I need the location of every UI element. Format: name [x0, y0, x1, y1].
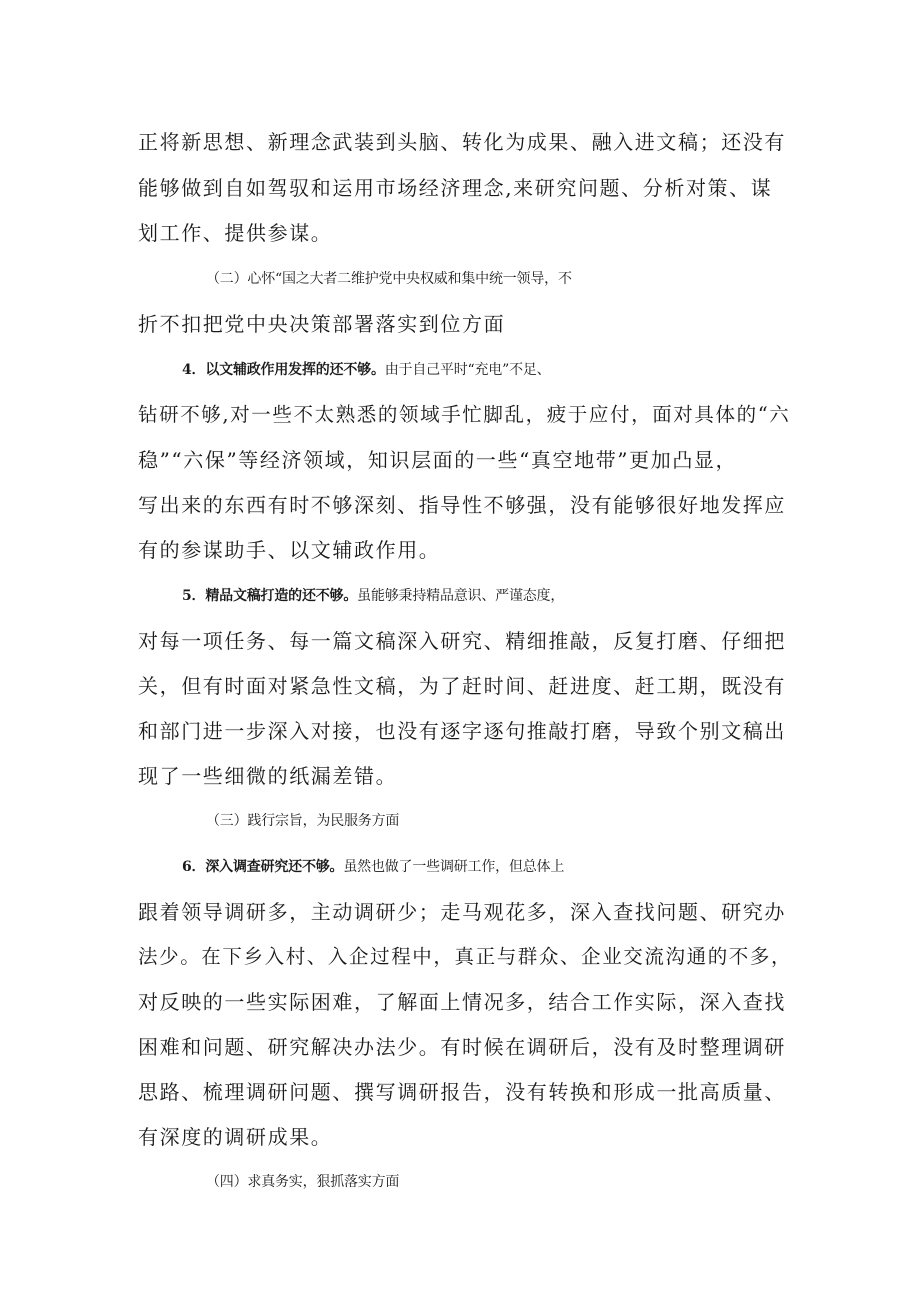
item-5-lead: 5．精品文稿打造的还不够。 [182, 588, 358, 604]
item-6-lead: 6．深入调查研究还不够。 [182, 859, 344, 875]
section-heading: （三）践行宗旨，为民服务方面 [206, 813, 400, 829]
body-text-line: 划工作、提供参谋。 [138, 221, 333, 245]
body-text-line: 能够做到自如驾驭和运用市场经济理念,来研究问题、分析对策、谋 [138, 176, 773, 200]
item-4-text: 由于自己平时“充电”不足、 [384, 362, 551, 378]
item-5-first-line [182, 582, 842, 610]
body-text-line: 关，但有时面对紧急性文稿，为了赶时间、赶进度、赶工期，既没有 [138, 674, 786, 698]
body-text-line: 钻研不够,对一些不太熟悉的领域手忙脚乱，疲于应付，面对具体的“六 [138, 403, 791, 426]
body-text-line: 有深度的调研成果。 [138, 1125, 333, 1149]
body-text-line: 正将新思想、新理念武装到头脑、转化为成果、融入进文稿；还没有 [138, 130, 786, 154]
item-5-text: 虽能够秉持精品意识、严谨态度， [357, 588, 565, 604]
section-heading: （二）心怀“国之大者二维护党中央权威和集中统一领导，不 [206, 271, 572, 287]
body-text-line: 法少。在下乡入村、入企过程中，真正与群众、企业交流沟通的不多， [138, 945, 793, 968]
body-text-line: 稳”“六保”等经济领域，知识层面的一些“真空地带”更加凸显， [138, 448, 738, 472]
item-6-first-line [182, 853, 842, 881]
item-4-first-line [182, 356, 842, 384]
body-text-line: 思路、梳理调研问题、撰写调研报告，没有转换和形成一批高质量、 [138, 1080, 786, 1104]
body-text-line: 困难和问题、研究解决办法少。有时候在调研后，没有及时整理调研 [138, 1035, 786, 1059]
item-4-lead: 4．以文辅政作用发挥的还不够。 [182, 362, 385, 378]
item-6-text: 虽然也做了一些调研工作，但总体上 [343, 859, 565, 875]
section-heading: （四）求真务实，狠抓落实方面 [206, 1174, 400, 1190]
section-heading-cont: 折不扣把党中央决策部署落实到位方面 [138, 312, 506, 336]
body-text-line: 对每一项任务、每一篇文稿深入研究、精细推敲，反复打磨、仔细把 [138, 629, 786, 653]
body-text-line: 和部门进一步深入对接，也没有逐字逐句推敲打磨，导致个别文稿出 [138, 719, 786, 743]
body-text-line: 写出来的东西有时不够深刻、指导性不够强，没有能够很好地发挥应 [138, 493, 786, 517]
body-text-line: 跟着领导调研多，主动调研少；走马观花多，深入查找问题、研究办 [138, 900, 786, 924]
body-text-line: 有的参谋助手、以文辅政作用。 [138, 538, 441, 562]
body-text-line: 对反映的一些实际困难，了解面上情况多，结合工作实际，深入查找 [138, 990, 786, 1014]
body-text-line: 现了一些细微的纸漏差错。 [138, 764, 398, 788]
